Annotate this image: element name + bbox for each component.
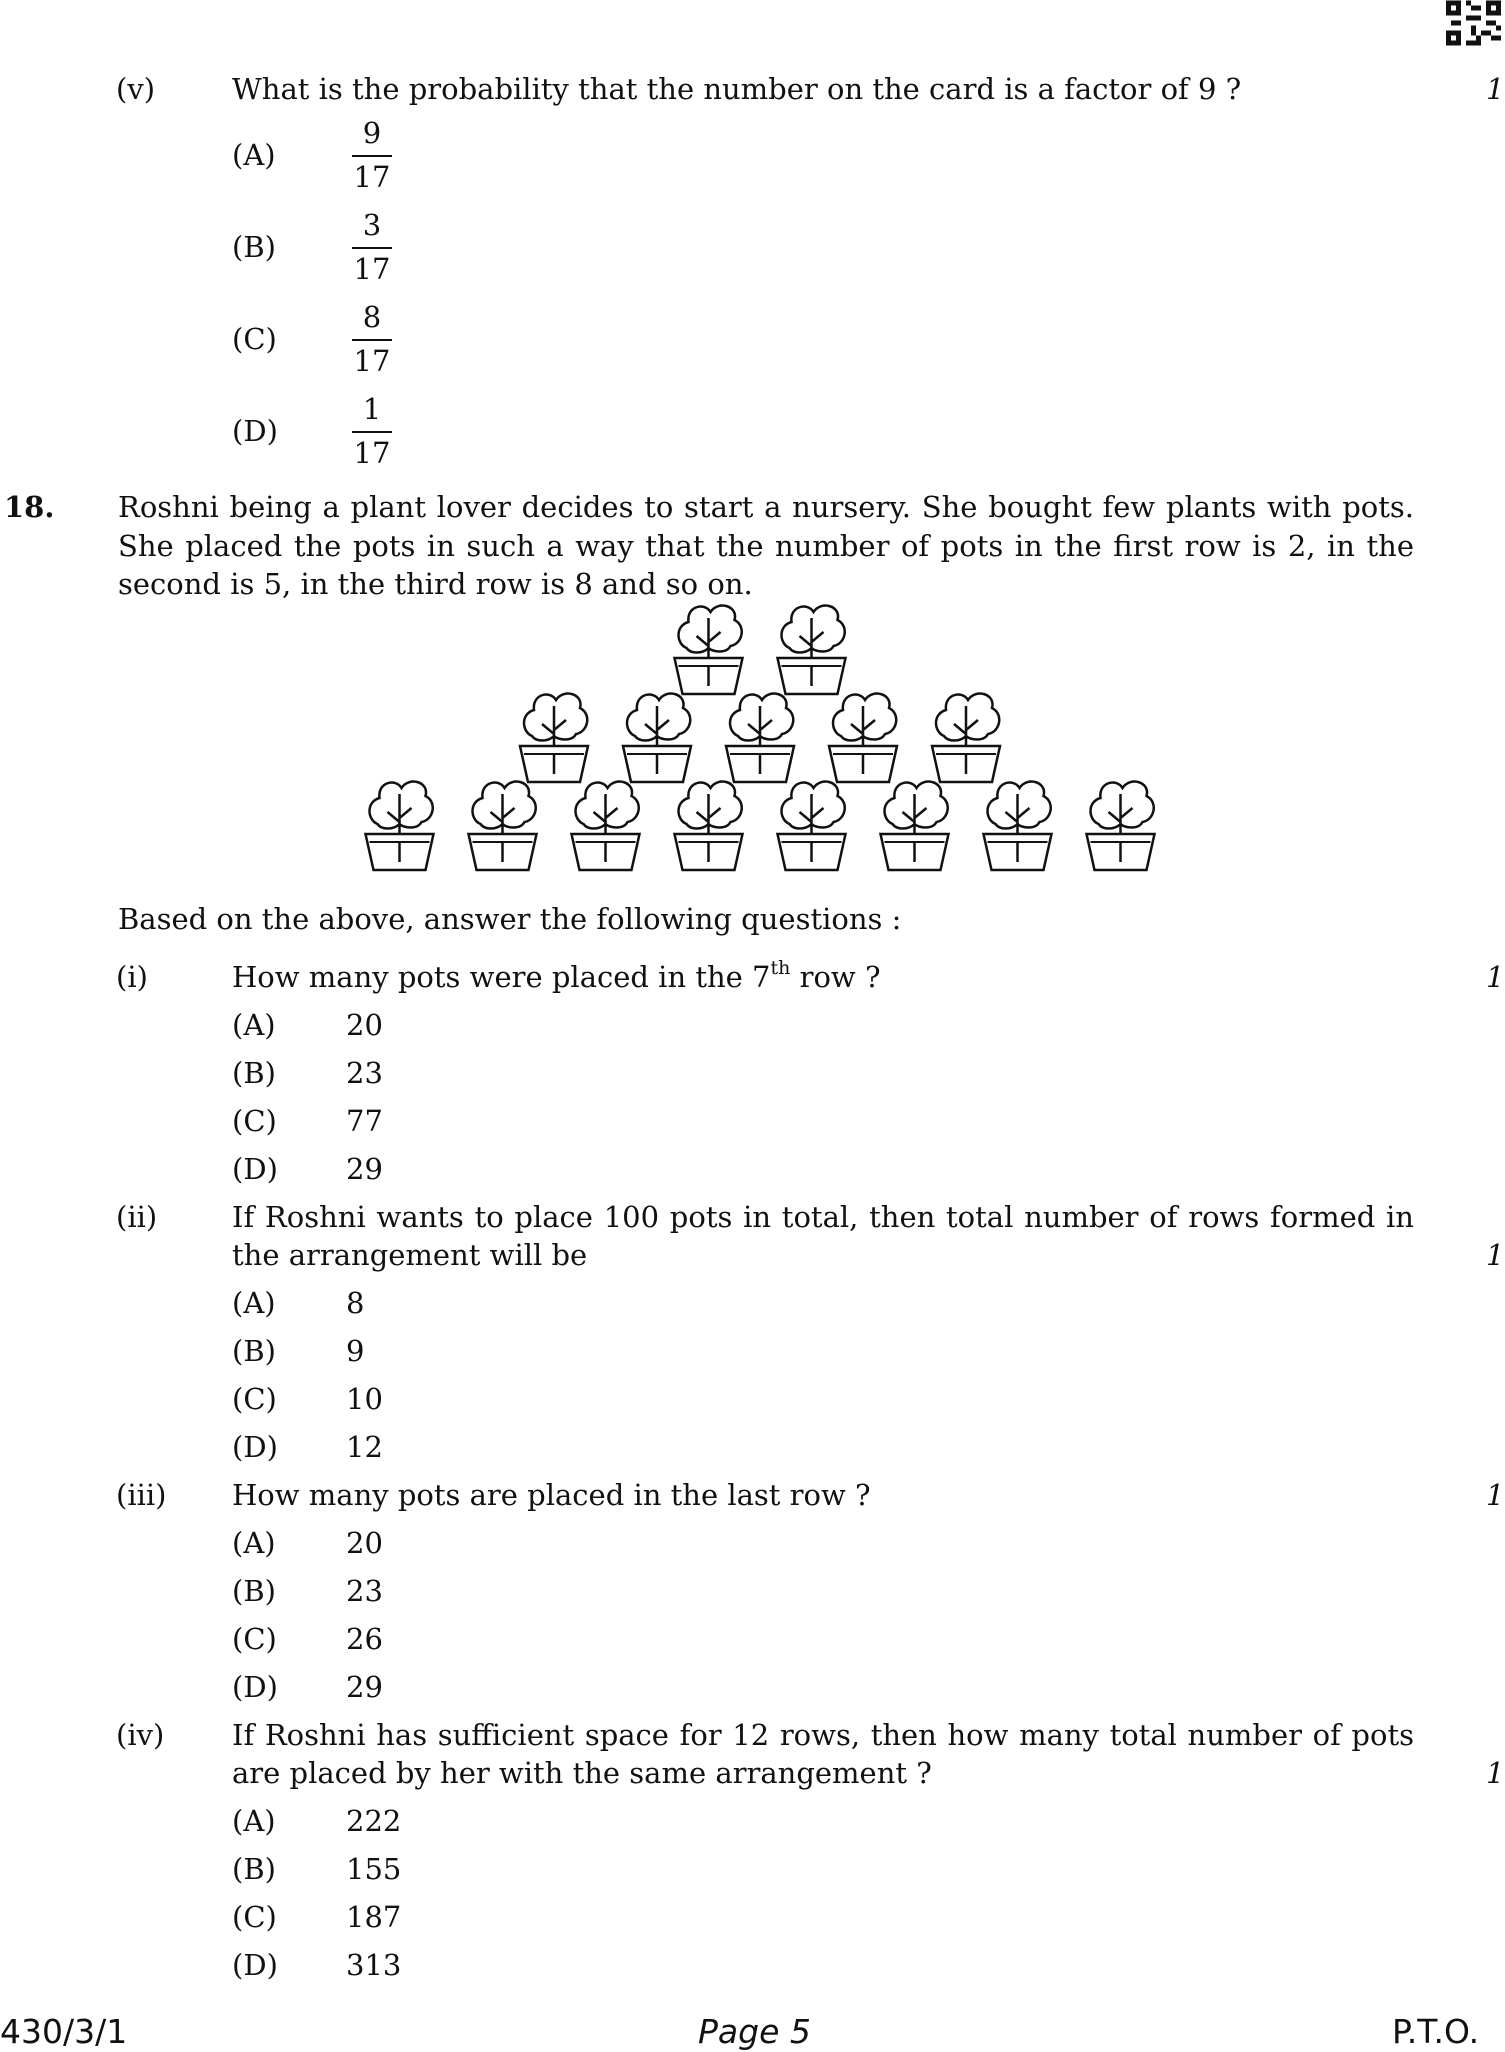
option-value: 10 bbox=[346, 1382, 383, 1416]
question-text: If Roshni has sufficient space for 12 rows, then how many total number of pots bbox=[232, 1718, 1414, 1752]
fraction-bar bbox=[352, 431, 392, 433]
plant-pot-icon bbox=[932, 694, 1000, 782]
option-label: (D) bbox=[232, 1670, 278, 1704]
option-value: 23 bbox=[346, 1056, 383, 1090]
option-label: (D) bbox=[232, 1948, 278, 1982]
question-text: What is the probability that the number on the card is a factor of 9 ? bbox=[232, 72, 1242, 106]
sub-question-number: (v) bbox=[116, 72, 156, 106]
qr-code-icon bbox=[1446, 0, 1501, 46]
option-value: 23 bbox=[346, 1574, 383, 1608]
fraction-denominator: 17 bbox=[353, 344, 391, 378]
paper-code: 430/3/1 bbox=[0, 2012, 128, 2051]
question-text: the arrangement will be bbox=[232, 1238, 588, 1272]
fraction-bar bbox=[352, 339, 392, 341]
option-value: 8 bbox=[346, 1286, 365, 1320]
option-label: (B) bbox=[232, 1574, 276, 1608]
sub-question-number: (i) bbox=[116, 960, 148, 994]
plant-pot-icon bbox=[572, 782, 640, 870]
option-value: 187 bbox=[346, 1900, 402, 1934]
pto-label: P.T.O. bbox=[1392, 2012, 1480, 2051]
question-text: If Roshni wants to place 100 pots in total, then total number of rows formed in bbox=[232, 1200, 1414, 1234]
option-label: (B) bbox=[232, 1334, 276, 1368]
marks-label: 1 bbox=[1486, 1478, 1505, 1512]
option-label: (D) bbox=[232, 1152, 278, 1186]
fraction-denominator: 17 bbox=[353, 160, 391, 194]
plant-pot-icon bbox=[469, 782, 537, 870]
plant-pot-icon bbox=[1087, 782, 1155, 870]
plant-pot-icon bbox=[623, 694, 691, 782]
option-label: (C) bbox=[232, 1622, 277, 1656]
sub-question-number: (iii) bbox=[116, 1478, 167, 1512]
fraction-bar bbox=[352, 247, 392, 249]
marks-label: 1 bbox=[1486, 72, 1505, 106]
option-label: (A) bbox=[232, 1286, 276, 1320]
plant-pot-icon bbox=[829, 694, 897, 782]
option-label: (C) bbox=[232, 1900, 277, 1934]
option-value: 20 bbox=[346, 1008, 383, 1042]
option-value: 9 bbox=[346, 1334, 365, 1368]
option-label: (B) bbox=[232, 1852, 276, 1886]
plant-pot-icon bbox=[675, 782, 743, 870]
plant-pot-icon bbox=[675, 606, 743, 694]
question-text: How many pots are placed in the last row ? bbox=[232, 1478, 871, 1512]
option-label: (C) bbox=[232, 322, 277, 356]
option-value: 222 bbox=[346, 1804, 402, 1838]
plant-pot-icon bbox=[881, 782, 949, 870]
question-text bbox=[232, 958, 881, 996]
marks-label: 1 bbox=[1486, 1238, 1505, 1272]
fraction-numerator: 8 bbox=[362, 300, 382, 334]
question-text: are placed by her with the same arrangement ? bbox=[232, 1756, 932, 1790]
plant-pot-icon bbox=[984, 782, 1052, 870]
page-number: Page 5 bbox=[698, 2012, 811, 2051]
sub-question-number: (ii) bbox=[116, 1200, 158, 1234]
fraction-numerator: 1 bbox=[362, 392, 382, 426]
option-label: (B) bbox=[232, 1056, 276, 1090]
option-label: (A) bbox=[232, 138, 276, 172]
plant-pots-illustration bbox=[340, 600, 1180, 890]
superscript: th bbox=[770, 957, 791, 979]
sub-question-number: (iv) bbox=[116, 1718, 165, 1752]
option-label: (A) bbox=[232, 1008, 276, 1042]
fraction-denominator: 17 bbox=[353, 252, 391, 286]
option-value: 20 bbox=[346, 1526, 383, 1560]
option-value: 77 bbox=[346, 1104, 383, 1138]
option-label: (B) bbox=[232, 230, 276, 264]
option-value: 12 bbox=[346, 1430, 383, 1464]
fraction-bar bbox=[352, 155, 392, 157]
option-label: (D) bbox=[232, 414, 278, 448]
question-text-part: row ? bbox=[790, 960, 881, 994]
option-fraction bbox=[350, 392, 394, 470]
option-value: 29 bbox=[346, 1670, 383, 1704]
question-text-part: How many pots were placed in the 7 bbox=[232, 960, 771, 994]
plant-pot-icon bbox=[726, 694, 794, 782]
option-fraction bbox=[350, 116, 394, 194]
instruction-text: Based on the above, answer the following questions : bbox=[118, 902, 902, 936]
marks-label: 1 bbox=[1486, 1756, 1505, 1790]
option-fraction bbox=[350, 300, 394, 378]
option-label: (C) bbox=[232, 1104, 277, 1138]
option-fraction bbox=[350, 208, 394, 286]
option-label: (D) bbox=[232, 1430, 278, 1464]
option-value: 26 bbox=[346, 1622, 383, 1656]
question-number: 18. bbox=[4, 490, 55, 524]
fraction-numerator: 3 bbox=[362, 208, 382, 242]
option-label: (C) bbox=[232, 1382, 277, 1416]
option-value: 313 bbox=[346, 1948, 402, 1982]
plant-pot-icon bbox=[778, 606, 846, 694]
fraction-denominator: 17 bbox=[353, 436, 391, 470]
plant-pot-icon bbox=[520, 694, 588, 782]
plant-pot-icon bbox=[366, 782, 434, 870]
option-label: (A) bbox=[232, 1526, 276, 1560]
option-label: (A) bbox=[232, 1804, 276, 1838]
option-value: 155 bbox=[346, 1852, 402, 1886]
marks-label: 1 bbox=[1486, 960, 1505, 994]
plant-pot-icon bbox=[778, 782, 846, 870]
fraction-numerator: 9 bbox=[362, 116, 382, 150]
option-value: 29 bbox=[346, 1152, 383, 1186]
question-stem: Roshni being a plant lover decides to start a nursery. She bought few plants with pots. She placed the pots in such a way that the number of pots in the first row is 2, in the second is 5, in the third row is 8 and so on. bbox=[118, 490, 1414, 601]
